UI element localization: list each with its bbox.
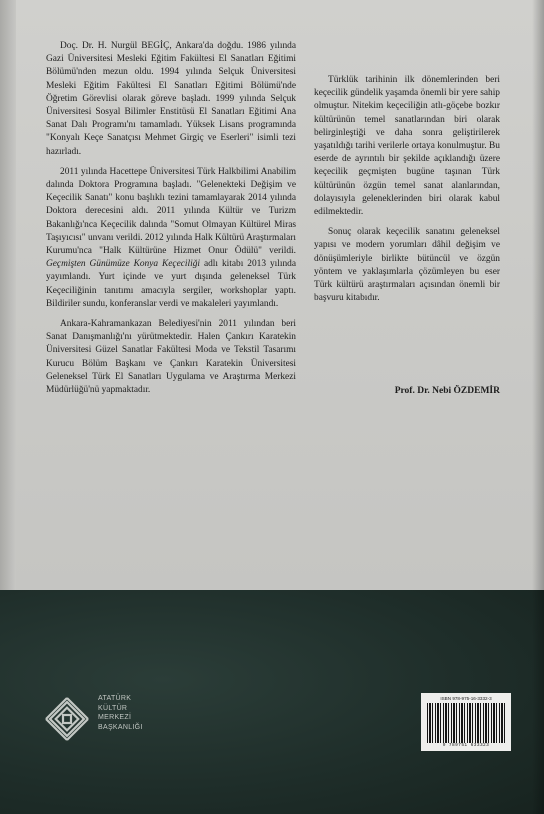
author-biography [46,40,296,404]
isbn-barcode [421,693,511,751]
foreword-excerpt [314,74,500,312]
barcode-digits: 9 789751 633323 [442,743,490,748]
bio-text: adlı kitabı 2013 yılında yayımlandı. Yurt içinde ve yurt dışında geleneksel Türk Keçeciliğinin tanıtımı amacıyla sergiler, workshoplar yaptı. Bildiriler sundu, konferanslar verdi ve makaleleri yayımlandı. [46,259,296,309]
bio-text: 2011 yılında Hacettepe Üniversitesi Türk Halkbilimi Anabilim dalında Doktora Programına başladı. "Gelenekteki Değişim ve Keçecilik Sanatı" konu başlıklı tezini tamamlayarak 2014 yılında Doktora derecesini aldı. 2011 yılında Kültür ve Turizm Bakanlığı'nca Keçecilik dalında "Somut Olmayan Kültürel Miras Taşıyıcısı" unvanı verildi. 2012 yılında Halk Kültürü Araştırmaları Kurumu'nca "Halk Kültürüne Hizmet Onur Ödülü" verildi. [46,166,296,257]
publisher-line: MERKEZİ [98,714,132,722]
publisher-line: KÜLTÜR [98,704,128,712]
bio-paragraph: Doç. Dr. H. Nurgül BEGİÇ, Ankara'da doğdu. 1986 yılında Gazi Üniversitesi Mesleki Eğitim Fakültesi El Sanatları Eğitimi Bölümü'nden mezun oldu. 1994 yılında Selçuk Üniversitesi Mesleki Eğitim Fakültesi El Sanatları Eğitimi Bölümü'nde Öğretim Görevlisi olarak göreve başladı. 1999 yılında Selçuk Üniversitesi Sosyal Bilimler Enstitüsü El Sanatları Eğitimi Ana Sanat Dalı Programı'nı tamamladı. Yüksek Lisans programında "Konyalı Keçe Sanatçısı Mehmet Girgiç ve Eserleri" isimli tezi hazırladı. [46,41,296,157]
ornamental-knot-icon [44,696,90,742]
page-edge-shadow [532,0,544,814]
publisher-name [98,694,143,732]
spine-edge [0,0,16,590]
bio-paragraph: Ankara-Kahramankazan Belediyesi'nin 2011 yılından beri Sanat Danışmanlığı'nı yürütmektedir. Halen Çankırı Karatekin Üniversitesi Güzel Sanatlar Fakültesi Moda ve Tekstil Tasarımı Kurucu Bölüm Başkanı ve Çankırı Karatekin Üniversitesi Geleneksel Türk El Sanatları Uygulama ve Araştırma Merkezi Müdürlüğü'nü yapmaktadır. [46,319,296,396]
bio-paragraph [46,166,296,311]
barcode-bars [427,703,505,743]
foreword-paragraph: Sonuç olarak keçecilik sanatını geleneksel yapısı ve modern yorumları dâhil değişim ve dönüşümleriyle birlikte bütüncül ve özgün yöntem ve yaklaşımlarla çözümleyen bu eser Türk kültürü araştırmaları açısından önemli bir başvuru kitabıdır. [314,227,500,304]
foreword-signature: Prof. Dr. Nebi ÖZDEMİR [394,386,500,396]
book-title: Geçmişten Günümüze Konya Keçeciliği [46,259,200,270]
publisher-line: ATATÜRK [98,695,132,702]
foreword-paragraph: Türklük tarihinin ilk dönemlerinden beri keçecilik gündelik yaşamda önemli bir yere sahip olmuştur. Nitekim keçeciliğin atlı-göçebe bozkır kültürünün temel sanatlarından biri olarak belirginleştiği ve daha sonra geliştirilerek yaşatıldığı tarihi verilerle ortaya konulmuştur. Bu eserde de ayrıntılı bir şekilde açıklandığı üzere keçecilik geçmişten bugüne taşınan Türk kültürünün özgün temel sanat alanlarından, dolayısıyla geleneklerinden biri olarak kabul edilmektedir. [314,75,500,218]
publisher-line: BAŞKANLIĞI [98,723,143,731]
isbn-number: ISBN 978-975-16-3332-3 [440,696,492,701]
